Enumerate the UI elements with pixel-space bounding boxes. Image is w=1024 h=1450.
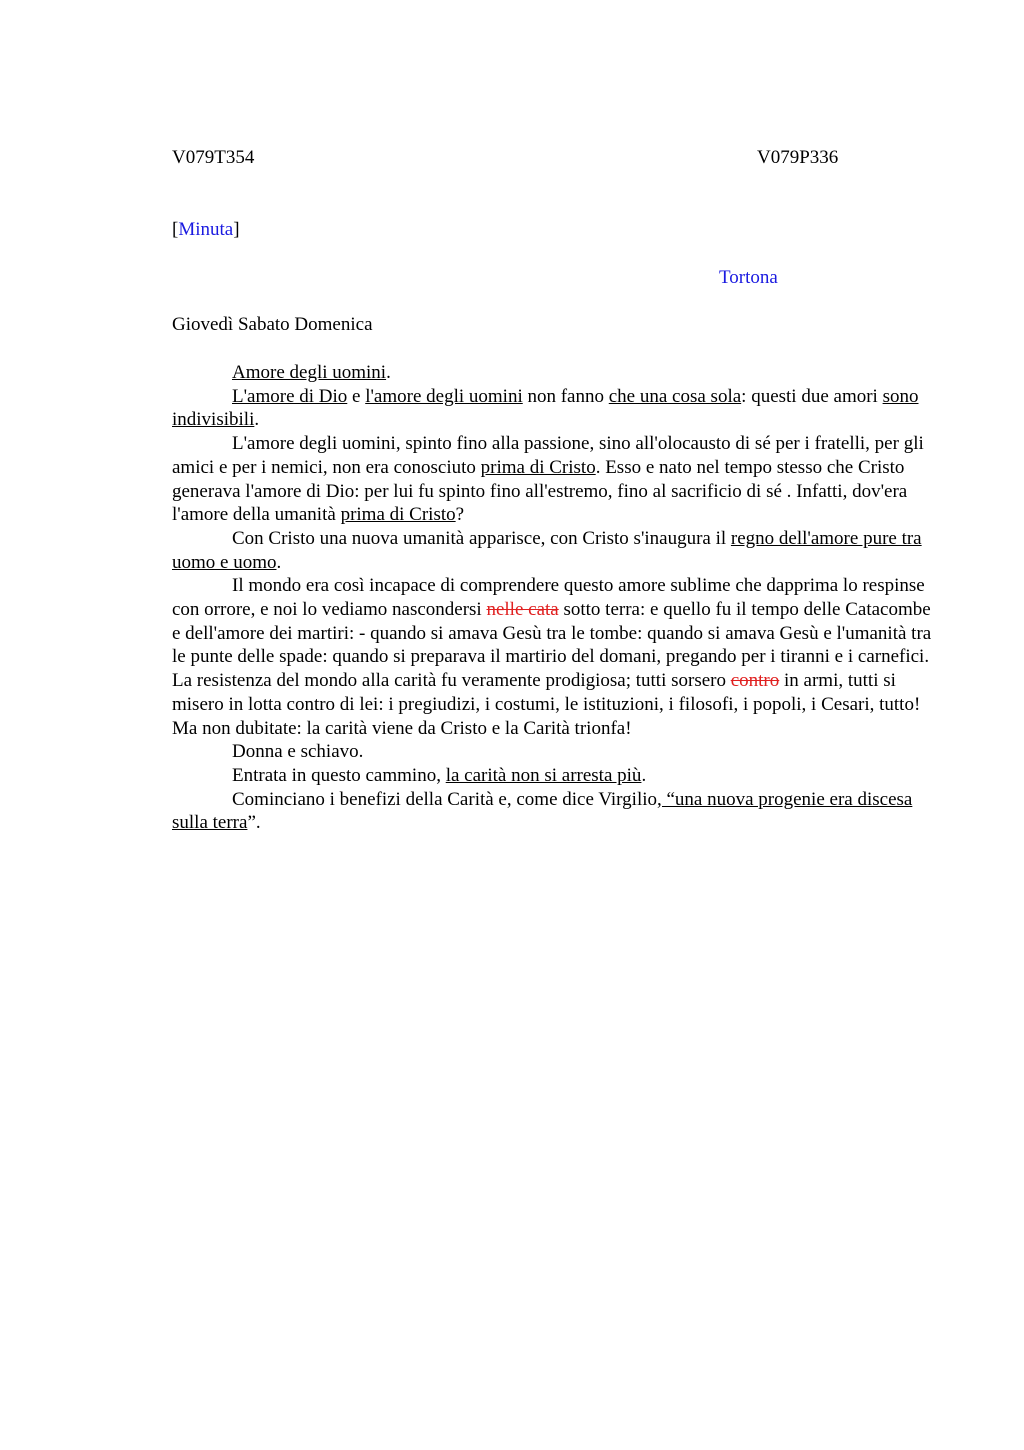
place-name: Tortona bbox=[719, 267, 778, 288]
underlined-text: Amore degli uomini bbox=[232, 362, 387, 383]
text-run: non fanno bbox=[522, 385, 609, 407]
paragraph bbox=[172, 361, 932, 385]
underlined-text: prima di Cristo bbox=[340, 504, 456, 526]
text-run: . bbox=[276, 551, 282, 573]
paragraph bbox=[172, 740, 932, 764]
paragraph bbox=[172, 764, 932, 788]
paragraph bbox=[172, 788, 932, 835]
underlined-text: che una cosa sola bbox=[608, 385, 742, 407]
underlined-text: sono indivisibili bbox=[172, 385, 919, 431]
text-run: in armi, tutti si misero in lotta contro di lei: i pregiudizi, i costumi, le istituzioni, i filosofi, i popoli, i Cesari, tutto! Ma non dubitate: la carità viene da Cristo e la Carità trionfa! bbox=[172, 670, 921, 739]
text-run: Il mondo era così incapace di comprendere questo amore sublime che dapprima lo respinse con orrore, e noi lo vediamo nascondersi bbox=[172, 575, 925, 621]
minuta-text: Minuta bbox=[178, 219, 234, 240]
document-code-right: V079P336 bbox=[757, 147, 839, 168]
text-run: . bbox=[254, 409, 260, 431]
underlined-text: prima di Cristo bbox=[480, 456, 596, 478]
paragraph bbox=[172, 574, 932, 740]
document-code-left: V079T354 bbox=[172, 147, 255, 168]
text-run: . bbox=[641, 764, 647, 786]
text-run: e bbox=[347, 385, 366, 407]
text-run: ? bbox=[455, 504, 465, 526]
minuta-label bbox=[172, 218, 240, 242]
text-run: Cominciano i benefizi della Carità e, come dice Virgilio bbox=[232, 788, 657, 810]
text-run: Donna e schiavo. bbox=[232, 741, 364, 763]
paragraph bbox=[172, 385, 932, 432]
deleted-text: nelle cata bbox=[486, 599, 559, 621]
document-body bbox=[172, 361, 932, 835]
text-run: ”. bbox=[247, 812, 261, 834]
text-run: sotto terra: e quello fu il tempo delle Catacombe e dell'amore dei martiri: - quando si amava Gesù tra le tombe: quando si amava Gesù e l'umanità tra le punte delle spade: quando si preparava il martirio del domani, pregando per i tiranni e i carnefici. La resistenza del mondo alla carità fu veramente prodigiosa; tutti sorsero bbox=[172, 599, 932, 692]
deleted-text: contro bbox=[730, 670, 780, 692]
paragraph bbox=[172, 527, 932, 574]
days-line: Giovedì Sabato Domenica bbox=[172, 314, 373, 335]
underlined-text: l'amore degli uomini bbox=[365, 385, 523, 407]
text-run: . bbox=[386, 362, 391, 383]
paragraph bbox=[172, 432, 932, 527]
text-run: Con Cristo una nuova umanità apparisce, con Cristo s'inaugura il bbox=[232, 527, 731, 549]
underlined-text: , “una nuova progenie era discesa sulla terra bbox=[172, 788, 913, 834]
text-run: Entrata in questo cammino, bbox=[232, 764, 446, 786]
underlined-text: la carità non si arresta più bbox=[445, 764, 642, 786]
text-run: : questi due amori bbox=[741, 385, 883, 407]
bracket-close: ] bbox=[233, 219, 240, 240]
underlined-text: regno dell'amore pure tra uomo e uomo bbox=[172, 527, 922, 573]
underlined-text: L'amore di Dio bbox=[232, 385, 348, 407]
bracket-open: [ bbox=[172, 219, 179, 240]
text-run: . Esso e nato nel tempo stesso che Cristo generava l'amore di Dio: per lui fu spinto fino all'estremo, fino al sacrificio di sé . Infatti, dov'era l'amore della umanità bbox=[172, 456, 908, 526]
text-run: L'amore degli uomini, spinto fino alla passione, sino all'olocausto di sé per i fratelli, per gli amici e per i nemici, non era conosciuto bbox=[172, 433, 924, 478]
